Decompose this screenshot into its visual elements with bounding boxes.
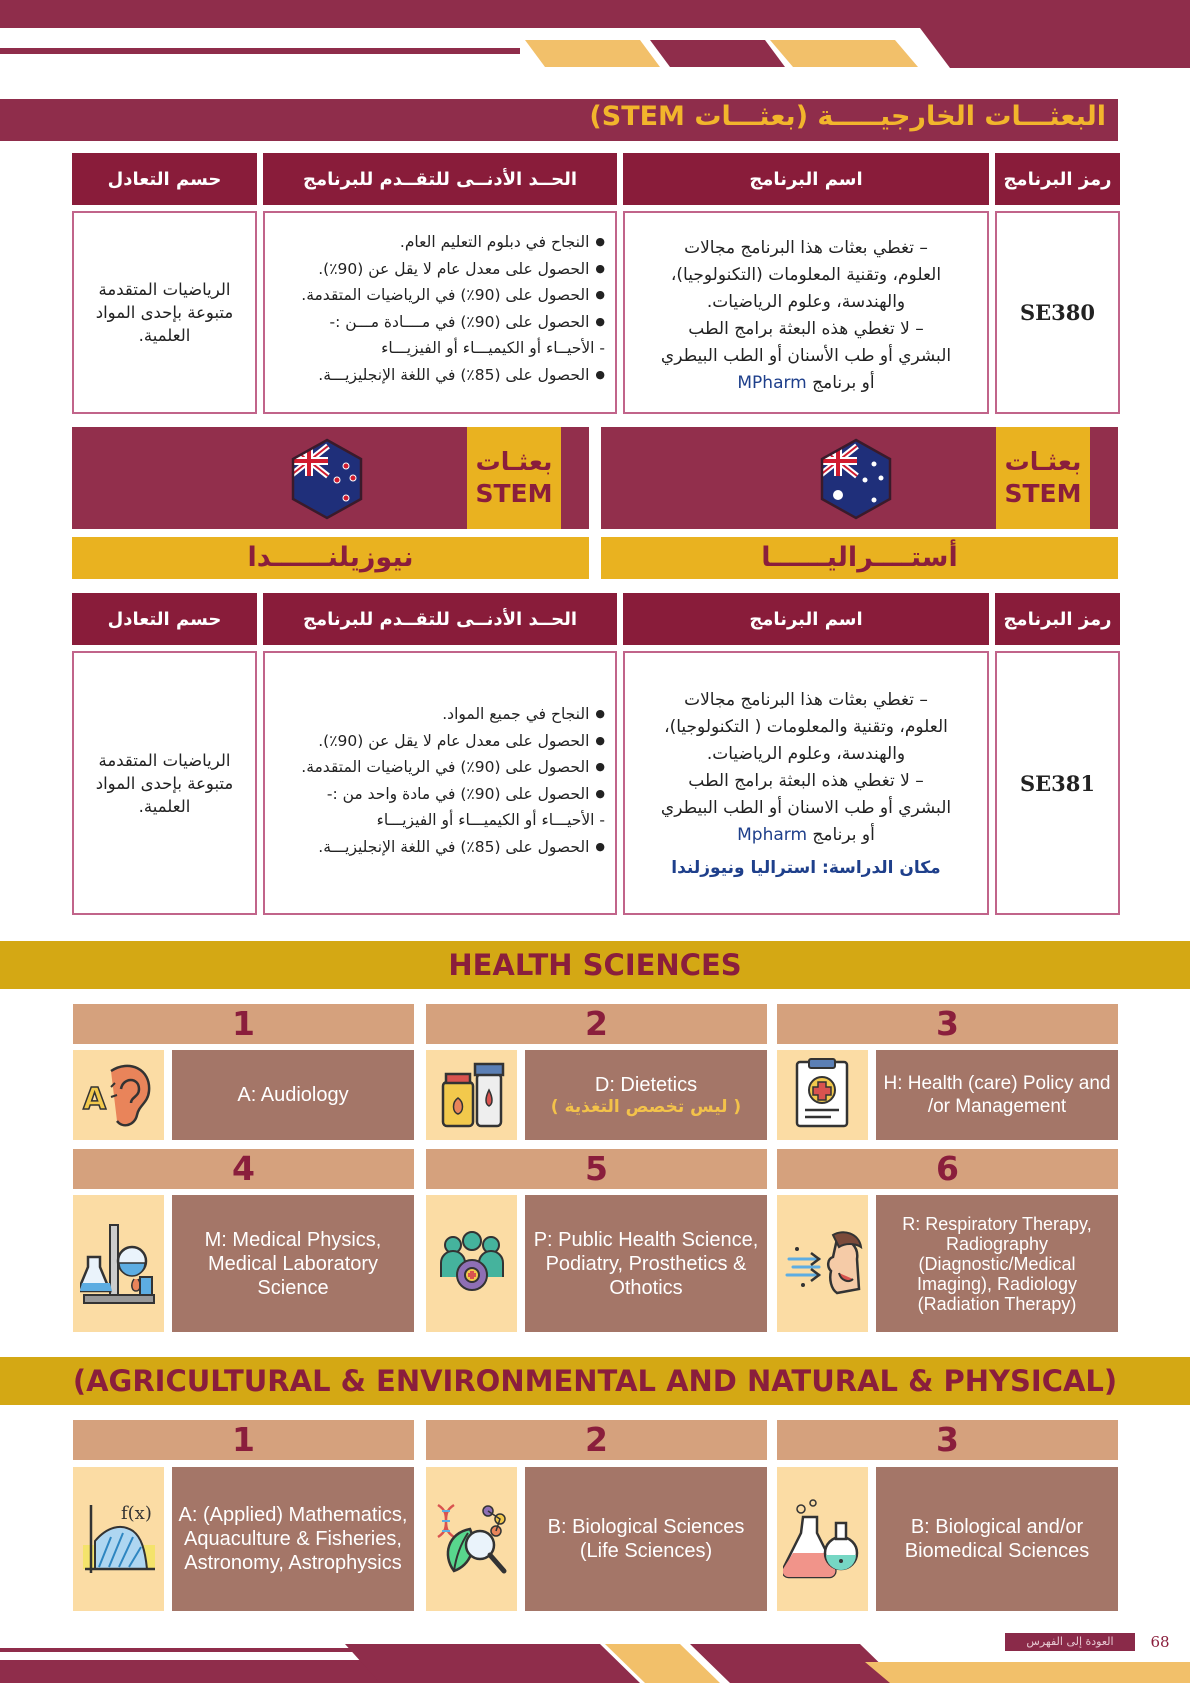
- tie-breaker-text: الرياضيات المتقدمة متبوعة بإحدى المواد العلمية.: [95, 280, 234, 345]
- mpharm-label: MPharm: [737, 373, 807, 393]
- requirement-item: ● الحصول على (90٪) في الرياضيات المتقدمة.: [271, 754, 605, 781]
- category-medical-physics: [172, 1195, 414, 1332]
- requirement-item: ● الحصول على معدل عام لا يقل عن (90٪).: [271, 256, 605, 283]
- category-respiratory-therapy: [876, 1195, 1118, 1332]
- requirement-item: ● النجاح في دبلوم التعليم العام.: [271, 229, 605, 256]
- description-line: [631, 822, 981, 849]
- category-dietetics: [525, 1050, 767, 1140]
- category-biological-sciences: [525, 1467, 767, 1611]
- description-line: البشري أو طب الاسنان أو الطب البيطري: [660, 798, 952, 818]
- header-program-name: اسم البرنامج: [623, 593, 989, 645]
- badge-line: STEM: [1004, 479, 1082, 508]
- category-label: M: Medical Physics, Medical Laboratory Science: [204, 1228, 382, 1299]
- requirements-list: [271, 229, 605, 388]
- flasks-icon: [777, 1467, 868, 1611]
- category-label: B: Biological and/or Biomedical Sciences: [904, 1516, 1090, 1562]
- program-table-se380: [72, 153, 1120, 413]
- country-australia: أستــــراليــــــا: [601, 537, 1118, 579]
- category-health-policy: [876, 1050, 1118, 1140]
- requirement-subitem: - الأحيـــاء أو الكيميـــاء أو الفيزيـــاء: [376, 811, 605, 829]
- requirement-item: ● النجاح في جميع المواد.: [271, 701, 605, 728]
- header-tie-breaker: حسم التعادل: [72, 593, 257, 645]
- description-line: والهندسة، وعلوم الرياضيات.: [706, 744, 906, 764]
- badge-line: STEM: [475, 479, 553, 508]
- respiratory-icon: [777, 1195, 868, 1332]
- mpharm-label: Mpharm: [737, 825, 808, 845]
- description-line: – لا تغطي هذه البعثة برامج الطب: [688, 771, 924, 791]
- category-applied-mathematics: [172, 1467, 414, 1611]
- agricultural-heading: (AGRICULTURAL & ENVIRONMENTAL AND NATURAL & PHYSICAL): [0, 1357, 1190, 1405]
- category-number: 1: [73, 1004, 414, 1044]
- tie-breaker-cell: [72, 651, 257, 915]
- header-program-code: رمز البرنامج: [995, 153, 1120, 205]
- description-line: والهندسة، وعلوم الرياضيات.: [706, 292, 906, 312]
- description-line: العلوم، وتقنية المعلومات (التكنولوجيا)،: [670, 265, 942, 285]
- requirement-item: ● الحصول على (90٪) في مــــادة مـــن :-: [271, 309, 605, 336]
- header-minimum-requirements: الحــد الأدنــى للتقــدم للبرنامج: [263, 593, 617, 645]
- description-line: العلوم، وتقنية والمعلومات ( التكنولوجيا)،: [664, 717, 948, 737]
- category-label: A: Audiology: [237, 1083, 349, 1106]
- requirement-item: ● الحصول على (85٪) في اللغة الإنجليزيـــة.: [271, 834, 605, 861]
- medical-document-icon: [777, 1050, 868, 1140]
- minimum-requirements-cell: [263, 651, 617, 915]
- header-program-code: رمز البرنامج: [995, 593, 1120, 645]
- new-zealand-flag-icon: [290, 438, 364, 520]
- program-code-cell: [995, 651, 1120, 915]
- program-name-cell: [623, 651, 989, 915]
- header-decoration: [0, 0, 1190, 68]
- function-graph-icon: [73, 1467, 164, 1611]
- public-health-icon: [426, 1195, 517, 1332]
- svg-text:A: A: [82, 1082, 106, 1117]
- program-name-cell: [623, 211, 989, 414]
- category-number: 3: [777, 1004, 1118, 1044]
- program-code-cell: [995, 211, 1120, 414]
- description-line: البشري أو طب الأسنان أو الطب البيطري: [660, 346, 952, 366]
- new-zealand-banner: [72, 427, 589, 529]
- ear-icon: [73, 1050, 164, 1140]
- study-location: مكان الدراسة: استراليا ونيوزلندا: [671, 858, 941, 878]
- category-label: D: Dietetics: [594, 1073, 698, 1096]
- badge-line: بعثـات: [475, 447, 553, 476]
- header-tie-breaker: حسم التعادل: [72, 153, 257, 205]
- category-public-health: [525, 1195, 767, 1332]
- program-code: SE380: [1019, 300, 1095, 325]
- category-label: P: Public Health Science, Podiatry, Prosthetics & Othotics: [533, 1228, 759, 1299]
- stem-badge: [996, 427, 1090, 529]
- requirement-item: ● الحصول على معدل عام لا يقل عن (90٪).: [271, 728, 605, 755]
- program-description: [631, 687, 981, 882]
- australia-banner: [601, 427, 1118, 529]
- category-number: 5: [426, 1149, 767, 1189]
- dna-leaf-icon: [426, 1467, 517, 1611]
- category-note: ( ليس تخصص التغذية ): [550, 1096, 742, 1117]
- description-line: – لا تغطي هذه البعثة برامج الطب: [688, 319, 924, 339]
- requirement-item: ● الحصول على (90٪) في مادة واحد من :-: [271, 781, 605, 808]
- back-to-index-link[interactable]: العودة إلى الفهرس: [1005, 1633, 1135, 1651]
- requirements-list: [271, 701, 605, 860]
- category-number: 1: [73, 1420, 414, 1460]
- description-prefix: أو برنامج: [812, 825, 875, 845]
- requirement-item: ● الحصول على (90٪) في الرياضيات المتقدمة.: [271, 282, 605, 309]
- program-code: SE381: [1019, 770, 1095, 796]
- tie-breaker-text: الرياضيات المتقدمة متبوعة بإحدى المواد العلمية.: [95, 750, 234, 816]
- description-line: – تغطي بعثات هذا البرنامج مجالات: [684, 690, 928, 710]
- category-number: 4: [73, 1149, 414, 1189]
- minimum-requirements-cell: [263, 211, 617, 414]
- badge-line: بعثـات: [1004, 447, 1082, 476]
- category-label: A: (Applied) Mathematics, Aquaculture & Fisheries, Astronomy, Astrophysics: [178, 1504, 408, 1574]
- graph-label: f(x): [120, 1503, 152, 1524]
- supplements-icon: [426, 1050, 517, 1140]
- health-sciences-heading: HEALTH SCIENCES: [0, 941, 1190, 989]
- description-prefix: أو برنامج: [812, 373, 875, 393]
- category-number: 3: [777, 1420, 1118, 1460]
- page-number: 68: [1150, 1633, 1170, 1651]
- program-table-se381: [72, 593, 1120, 915]
- category-label: H: Health (care) Policy and /or Management: [883, 1073, 1111, 1117]
- header-program-name: اسم البرنامج: [623, 153, 989, 205]
- page-title-bar: [0, 99, 1118, 141]
- category-label: B: Biological Sciences (Life Sciences): [547, 1516, 745, 1562]
- country-new-zealand: نيوزيلنــــــدا: [72, 537, 589, 579]
- program-description: [631, 235, 981, 397]
- header-minimum-requirements: الحــد الأدنــى للتقــدم للبرنامج: [263, 153, 617, 205]
- category-biomedical-sciences: [876, 1467, 1118, 1611]
- tie-breaker-cell: [72, 211, 257, 414]
- requirement-item: ● الحصول على (85٪) في اللغة الإنجليزيـــة.: [271, 362, 605, 389]
- stem-badge: [467, 427, 561, 529]
- page-title: البعثـــات الخارجيـــــة (بعثـــات STEM): [589, 101, 1106, 132]
- requirement-subitem: - الأحيــاء أو الكيميـــاء أو الفيزيـــاء: [381, 339, 605, 357]
- category-number: 2: [426, 1420, 767, 1460]
- category-audiology: [172, 1050, 414, 1140]
- lab-equipment-icon: [73, 1195, 164, 1332]
- category-number: 2: [426, 1004, 767, 1044]
- category-label: R: Respiratory Therapy, Radiography (Diagnostic/Medical Imaging), Radiology (Radiation Therapy): [902, 1213, 1092, 1314]
- description-line: – تغطي بعثات هذا البرنامج مجالات: [684, 238, 928, 258]
- category-number: 6: [777, 1149, 1118, 1189]
- australia-flag-icon: [819, 438, 893, 520]
- description-line: [631, 370, 981, 397]
